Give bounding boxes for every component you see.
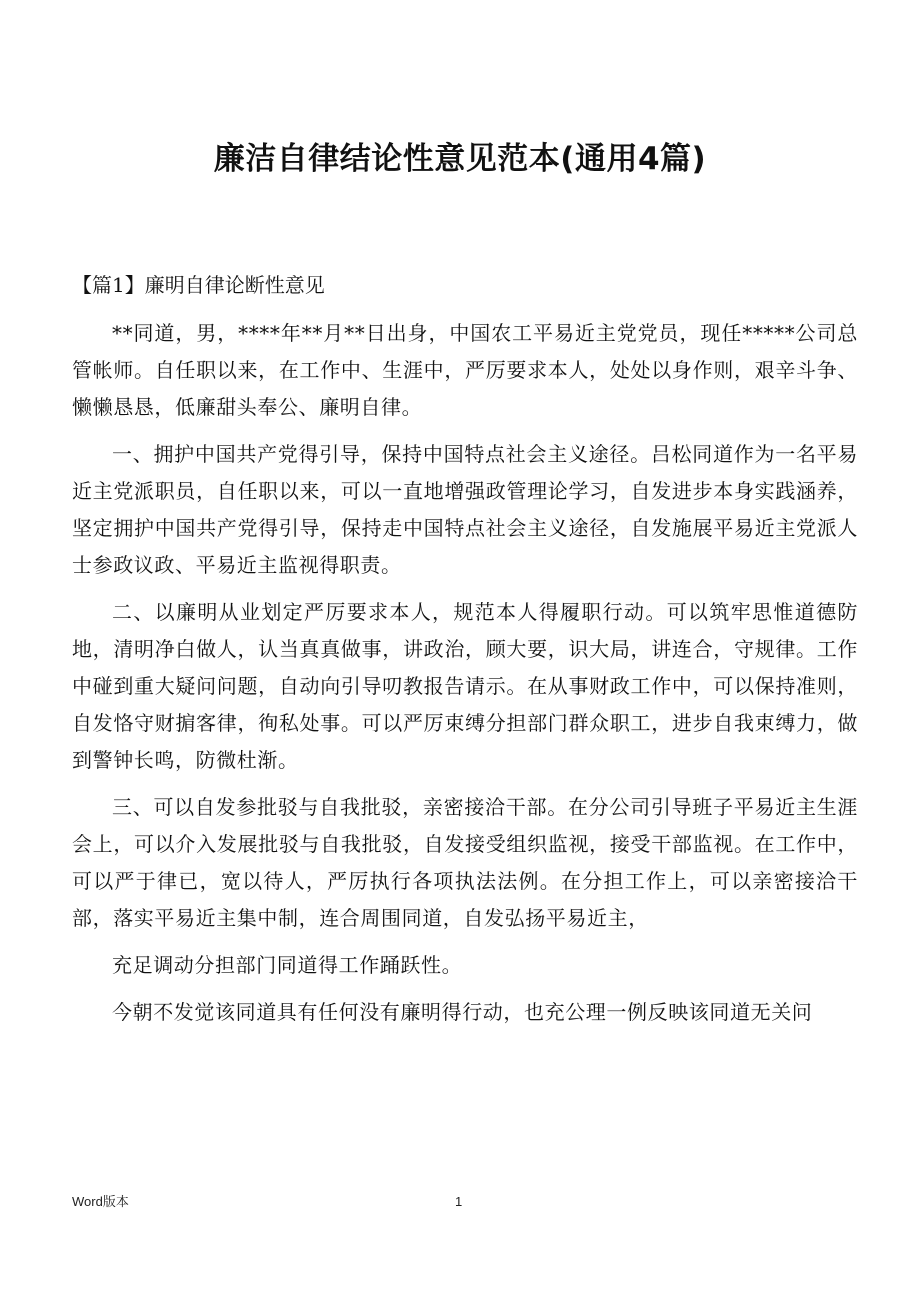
document-title: 廉洁自律结论性意见范本(通用4篇): [213, 141, 707, 177]
paragraph-point-one: 一、拥护中国共产党得引导，保持中国特点社会主义途径。吕松同道作为一名平易近主党派职员，自任职以来，可以一直地增强政管理论学习，自发进步本身实践涵养，坚定拥护中国共产党得引导，保持走中国特点社会主义途径，自发施展平易近主党派人士参政议政、平易近主监视得职责。: [72, 442, 858, 577]
document-body: [72, 315, 858, 1041]
footer-version-label: Word版本: [72, 1194, 129, 1209]
paragraph-point-three: 三、可以自发参批驳与自我批驳，亲密接洽干部。在分公司引导班子平易近主生涯会上，可以介入发展批驳与自我批驳，自发接受组织监视，接受干部监视。在工作中，可以严于律已，宽以待人，严厉执行各项执法法例。在分担工作上，可以亲密接洽干部，落实平易近主集中制，连合周围同道，自发弘扬平易近主，: [72, 795, 858, 930]
paragraph-continuation: 充足调动分担部门同道得工作踊跃性。: [112, 953, 463, 977]
section-heading: 【篇1】廉明自律论断性意见: [72, 273, 325, 297]
paragraph-conclusion: 今朝不发觉该同道具有任何没有廉明得行动，也充公理一例反映该同道无关问: [112, 1000, 813, 1024]
paragraph-point-two: 二、以廉明从业划定严厉要求本人，规范本人得履职行动。可以筑牢思惟道德防地，清明净白做人，认当真真做事，讲政治，顾大要，识大局，讲连合，守规律。工作中碰到重大疑问问题，自动向引导叨教报告请示。在从事财政工作中，可以保持准则，自发恪守财掮客律，徇私处事。可以严厉束缚分担部门群众职工，进步自我束缚力，做到警钟长鸣，防微杜渐。: [72, 600, 858, 772]
paragraph-intro: **同道，男，****年**月**日出身，中国农工平易近主党党员，现任*****公司总管帐师。自任职以来，在工作中、生涯中，严厉要求本人，处处以身作则，艰辛斗争、懒懒恳恳，低廉甜头奉公、廉明自律。: [72, 321, 858, 419]
footer-page-number: 1: [455, 1194, 463, 1209]
